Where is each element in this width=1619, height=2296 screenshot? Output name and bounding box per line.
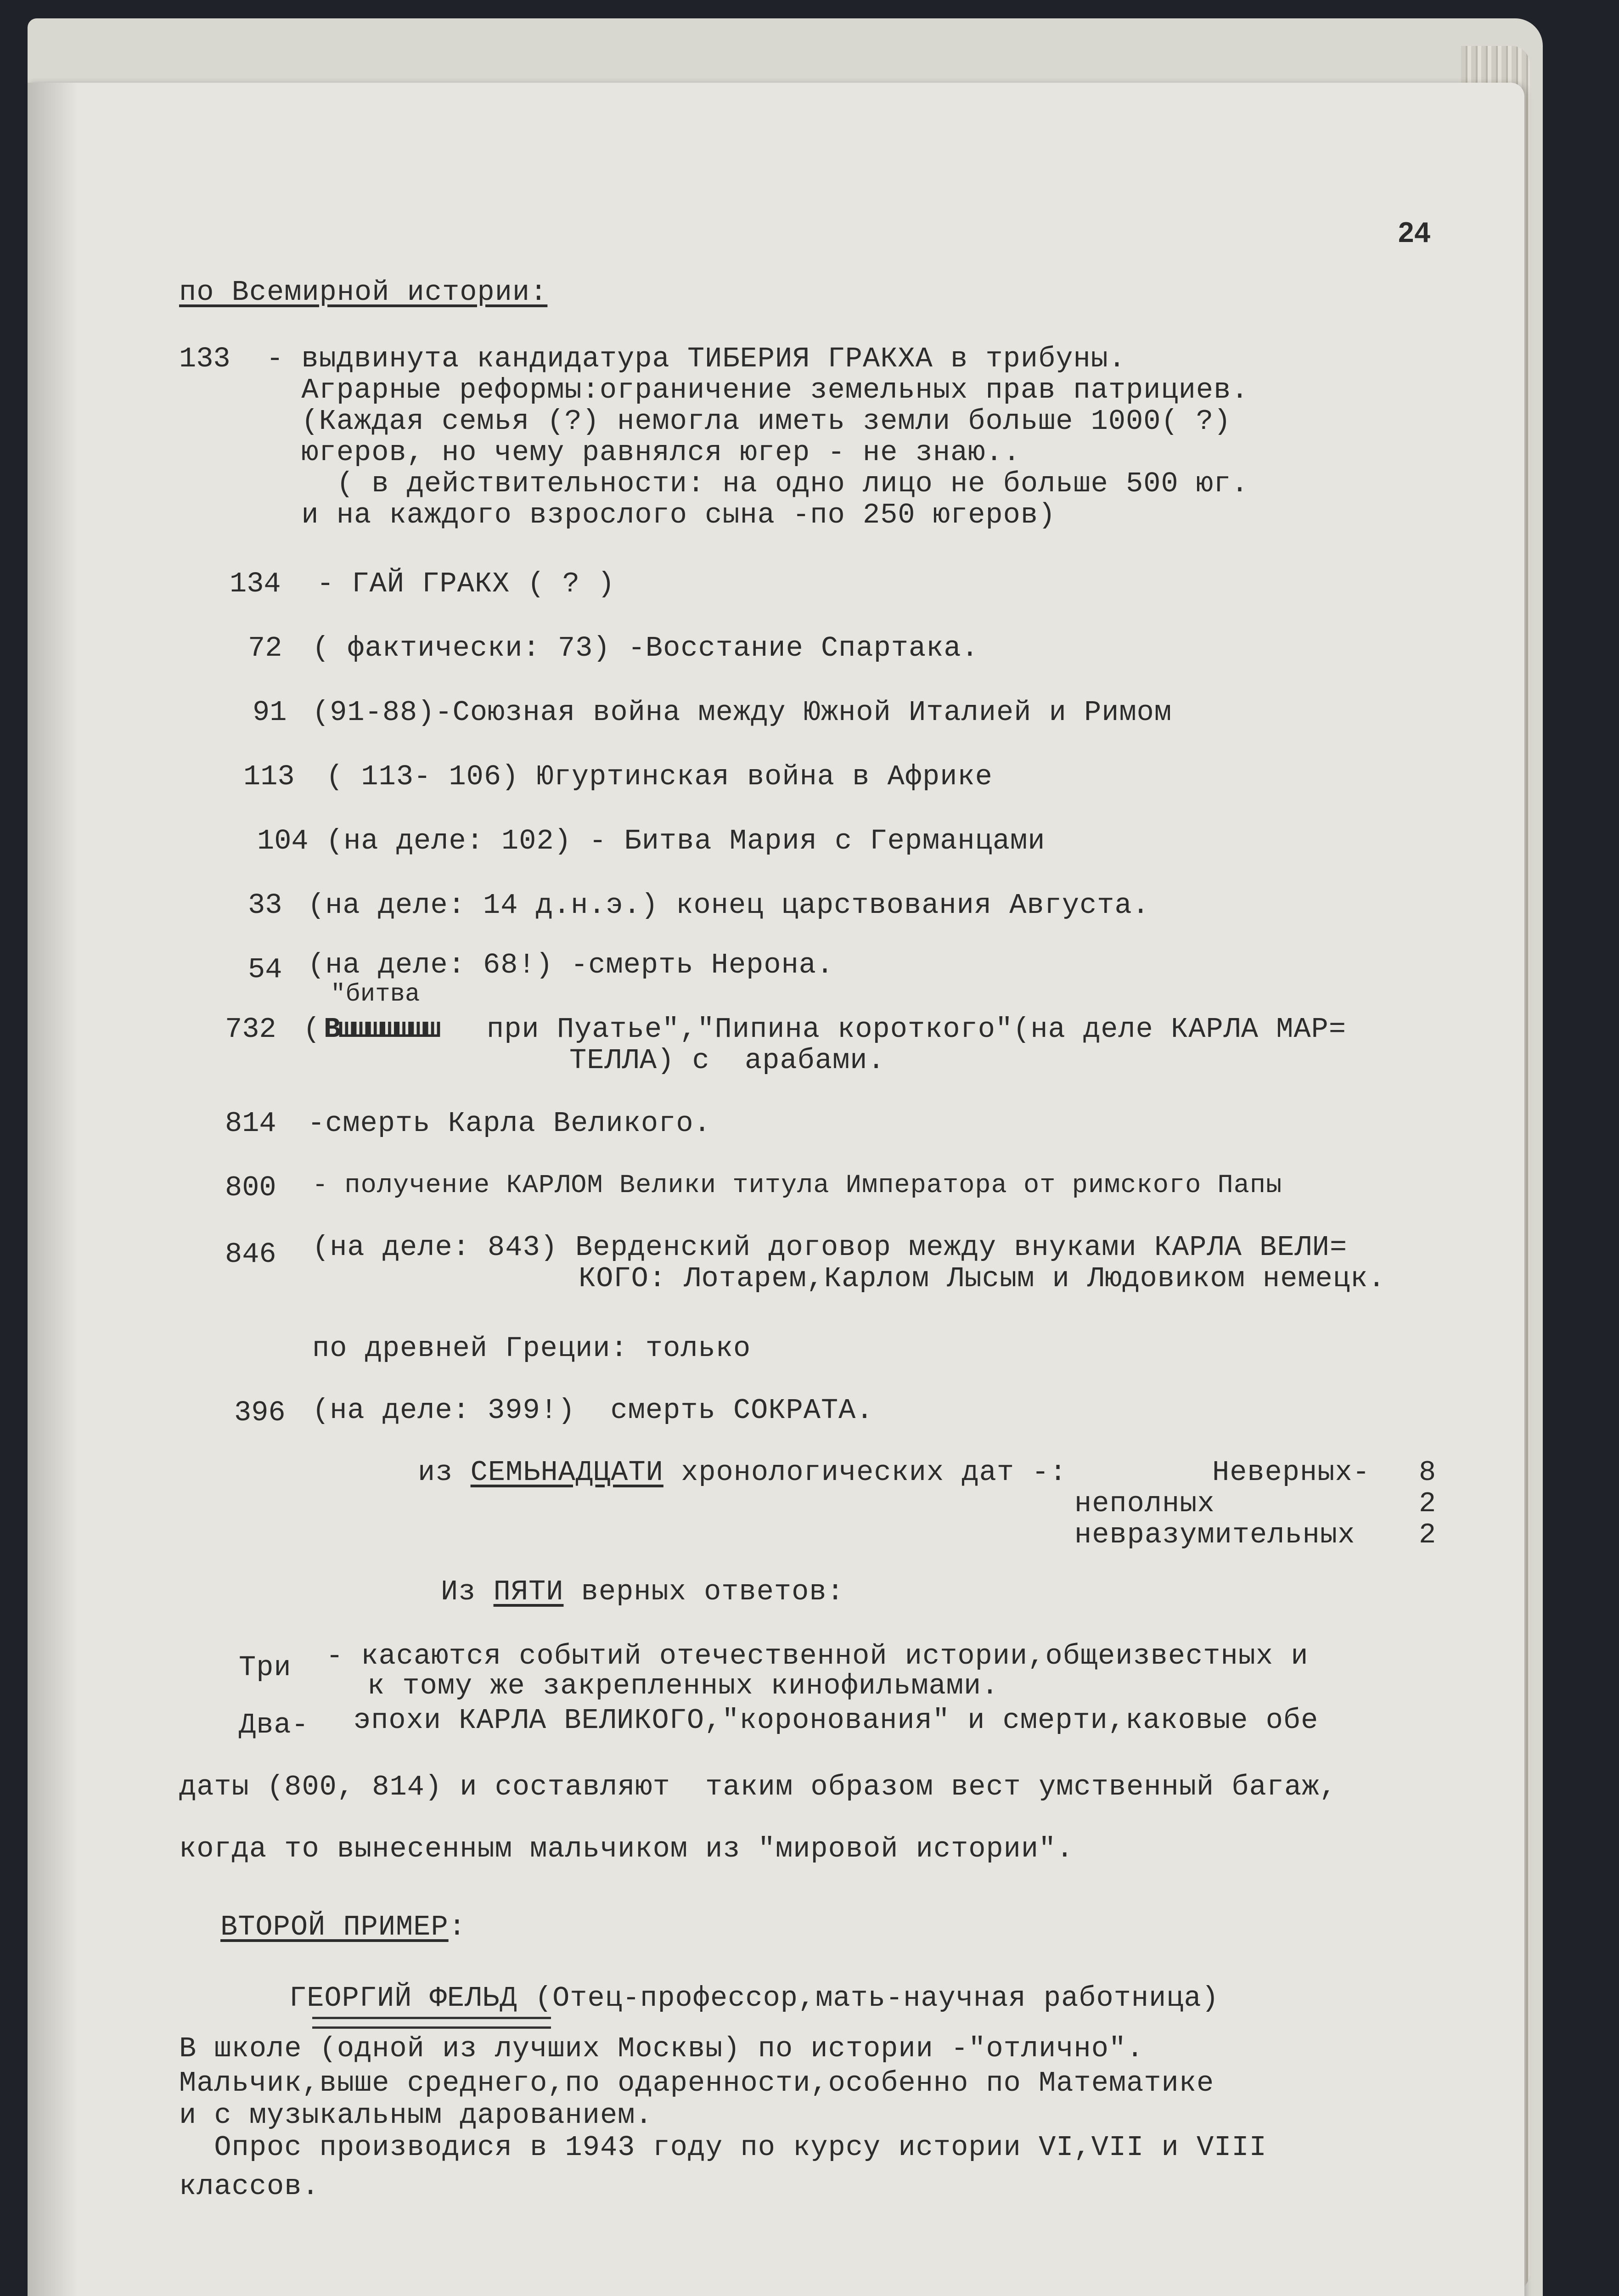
entry-line: - выдвинута кандидатура ТИБЕРИЯ ГРАКХА в трибуны. xyxy=(266,343,1126,375)
two-line: эпохи КАРЛА ВЕЛИКОГО,"коронования" и смерти,каковые обе xyxy=(354,1704,1319,1737)
entry-year: 396 xyxy=(234,1396,286,1429)
entry-line: ТЕЛЛА) с арабами. xyxy=(569,1044,885,1077)
two-label: Два- xyxy=(239,1709,309,1741)
entry-year: 133 xyxy=(179,343,230,375)
student-line: и с музыкальным дарованием. xyxy=(179,2099,653,2132)
entry-line: (на деле: 102) - Битва Мария с Германцами xyxy=(326,825,1046,857)
entry-line: (на деле: 399!) смерть СОКРАТА. xyxy=(312,1394,874,1427)
summary-row-label: неполных xyxy=(1074,1487,1215,1520)
document-stack xyxy=(28,18,1543,2296)
entry-year: 72 xyxy=(248,632,282,664)
entry-line: югеров, но чему равнялся югер - не знаю.. xyxy=(266,436,1021,469)
entry-year: 732 xyxy=(225,1013,276,1046)
entry-year: 104 xyxy=(257,825,309,857)
entry-line: (на деле: 68!) -смерть Нерона. xyxy=(308,949,834,981)
struck-text: Вшшшшшшш xyxy=(324,1013,438,1046)
double-underline xyxy=(312,2017,551,2029)
student-parents: (Отец-профессор,мать-научная работница) xyxy=(517,1982,1219,2015)
document-page xyxy=(28,83,1524,2296)
heading-colon: : xyxy=(448,1911,466,1943)
entry-line: КОГО: Лотарем,Карлом Лысым и Людовиком немецк. xyxy=(579,1262,1386,1295)
summary-suffix: хронологических дат -: xyxy=(663,1456,1067,1489)
entry-year: 814 xyxy=(225,1107,276,1140)
three-line: к тому же закрепленных кинофильмами. xyxy=(367,1670,999,1702)
entry-line: - ГАЙ ГРАКХ ( ? ) xyxy=(317,568,615,600)
two-line: даты (800, 814) и составляют таким образом вест умственный багаж, xyxy=(179,1771,1337,1803)
entry-line: при Пуатье","Пипина короткого"(на деле КАРЛА МАР= xyxy=(487,1013,1347,1046)
binding-gutter xyxy=(28,83,78,2296)
summary-row-value: 8 xyxy=(1419,1456,1437,1489)
summary-row-value: 2 xyxy=(1419,1487,1437,1520)
entry-year: 113 xyxy=(243,760,295,793)
three-label: Три xyxy=(239,1651,292,1684)
paren-open: ( xyxy=(303,1013,321,1046)
correct-prefix: Из xyxy=(441,1576,494,1608)
entry-year: 846 xyxy=(225,1238,276,1271)
entry-year: 91 xyxy=(253,696,287,729)
entry-line: - получение КАРЛОМ Велики титула Императора от римского Папы xyxy=(312,1171,1282,1200)
correct-underlined: ПЯТИ xyxy=(493,1576,564,1608)
entry-year: 134 xyxy=(230,568,281,600)
entry-year: 33 xyxy=(248,889,282,922)
entry-line: -смерть Карла Великого. xyxy=(308,1107,711,1140)
correct-answers-line xyxy=(441,1575,844,1609)
summary-row-label: невразумительных xyxy=(1074,1519,1355,1551)
entry-line: (на деле: 843) Верденский договор между внуками КАРЛА ВЕЛИ= xyxy=(312,1231,1348,1264)
entry-line: ( 113- 106) Югуртинская война в Африке xyxy=(326,760,993,793)
entry-line: (Каждая семья (?) немогла иметь земли больше 1000( ?) xyxy=(266,405,1231,438)
entry-line: ( фактически: 73) -Восстание Спартака. xyxy=(312,632,979,664)
student-line xyxy=(289,1981,1219,2015)
section-heading: по Всемирной истории: xyxy=(179,276,548,309)
summary-line xyxy=(418,1456,1067,1490)
entry-line: и на каждого взрослого сына -по 250 югеров) xyxy=(266,499,1056,531)
entry-line: (91-88)-Союзная война между Южной Италией и Римом xyxy=(312,696,1172,729)
student-line: Мальчик,выше среднего,по одаренности,особенно по Математике xyxy=(179,2067,1214,2099)
correct-suffix: верных ответов: xyxy=(563,1576,844,1608)
entry-year: 54 xyxy=(248,953,282,986)
entry-year: 800 xyxy=(225,1171,276,1204)
second-example-title: ВТОРОЙ ПРИМЕР xyxy=(220,1911,449,1943)
page-number: 24 xyxy=(1398,217,1431,248)
entry-line: ( в действительности: на одно лицо не больше 500 юг. xyxy=(266,467,1249,500)
summary-underlined: СЕМЬНАДЦАТИ xyxy=(470,1456,663,1489)
second-example-heading xyxy=(220,1910,466,1944)
student-line: классов. xyxy=(179,2170,320,2203)
summary-row-value: 2 xyxy=(1419,1519,1437,1551)
entry-line: (на деле: 14 д.н.э.) конец царствования Августа. xyxy=(308,889,1150,922)
summary-row-label: Неверных- xyxy=(1212,1456,1370,1489)
overwrite-insert: "битва xyxy=(331,980,420,1008)
student-name: ГЕОРГИЙ ФЕЛЬД xyxy=(289,1982,517,2015)
student-line: В школе (одной из лучших Москвы) по истории -"отлично". xyxy=(179,2032,1144,2065)
student-line: Опрос производися в 1943 году по курсу истории VI,VII и VIII xyxy=(179,2131,1267,2164)
entry-line: Аграрные реформы:ограничение земельных прав патрициев. xyxy=(266,374,1249,406)
three-line: - касаются событий отечественной истории,общеизвестных и xyxy=(326,1640,1309,1672)
two-line: когда то вынесенным мальчиком из "мировой истории". xyxy=(179,1833,1074,1865)
greece-heading: по древней Греции: только xyxy=(312,1332,751,1365)
summary-prefix: из xyxy=(418,1456,471,1489)
